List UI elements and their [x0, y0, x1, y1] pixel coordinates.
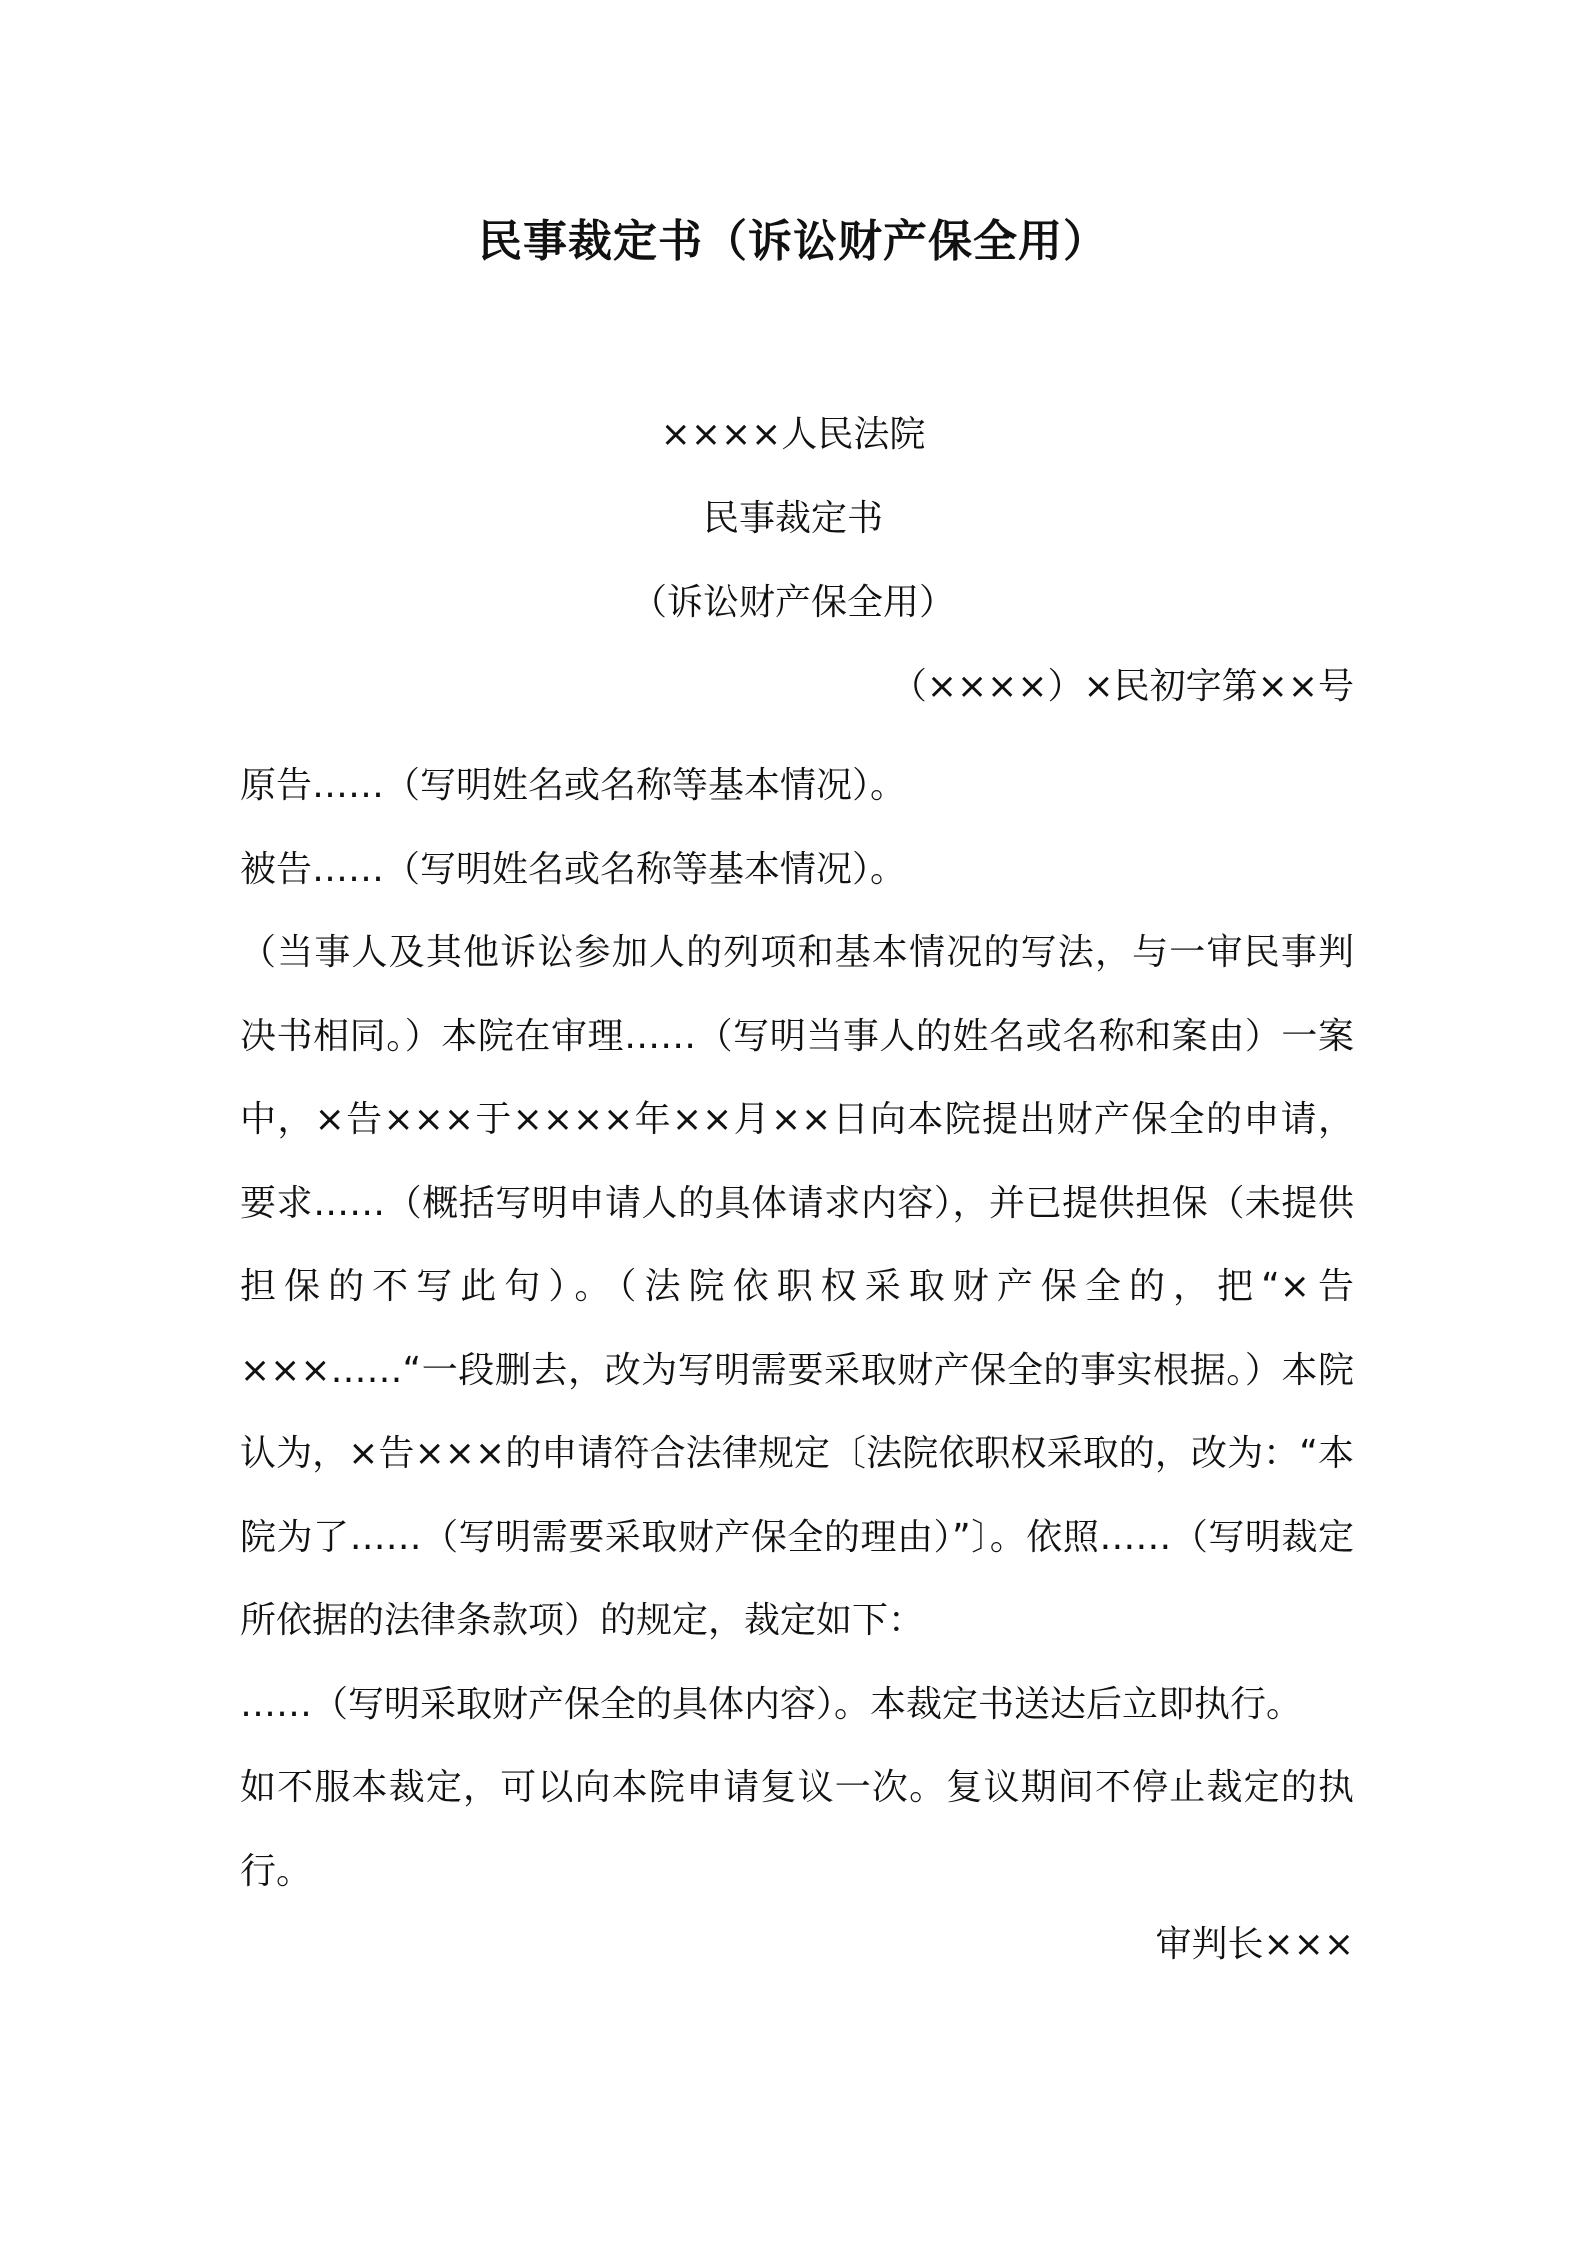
ruling-content-paragraph: ……（写明采取财产保全的具体内容）。本裁定书送达后立即执行。 — [240, 1683, 1303, 1725]
defendant-paragraph: 被告……（写明姓名或名称等基本情况）。 — [240, 848, 907, 890]
case-number: （××××）×民初字第××号 — [890, 666, 1354, 707]
document-title: 民事裁定书（诉讼财产保全用） — [478, 216, 1108, 267]
presiding-judge-signature: 审判长××× — [1155, 1924, 1354, 1965]
document-purpose: （诉讼财产保全用） — [630, 582, 955, 623]
plaintiff-paragraph: 原告……（写明姓名或名称等基本情况）。 — [240, 765, 907, 806]
document-type: 民事裁定书 — [702, 498, 883, 539]
court-name: ××××人民法院 — [660, 414, 926, 455]
case-facts-paragraph: （当事人及其他诉讼参加人的列项和基本情况的写法，与一审民事判决书相同。）本院在审理……（写明当事人的姓名或名称和案由）一案中，×告×××于××××年××月××日向本院提出财产保全的申请，要求……（概括写明申请人的具体请求内容），并已提供担保（未提供担保的不写此句）。（法院依职权采取财产保全的，把“×告×××……“一段删去，改为写明需要采取财产保全的事实根据。）本院认为，×告×××的申请符合法律规定〔法院依职权采取的，改为：“本院为了……（写明需要采取财产保全的理由）”〕。依照……（写明裁定所依据的法律条款项）的规定，裁定如下： — [240, 932, 1354, 1641]
document-body — [240, 744, 1354, 1913]
appeal-notice-paragraph: 如不服本裁定，可以向本院申请复议一次。复议期间不停止裁定的执行。 — [240, 1767, 1354, 1892]
